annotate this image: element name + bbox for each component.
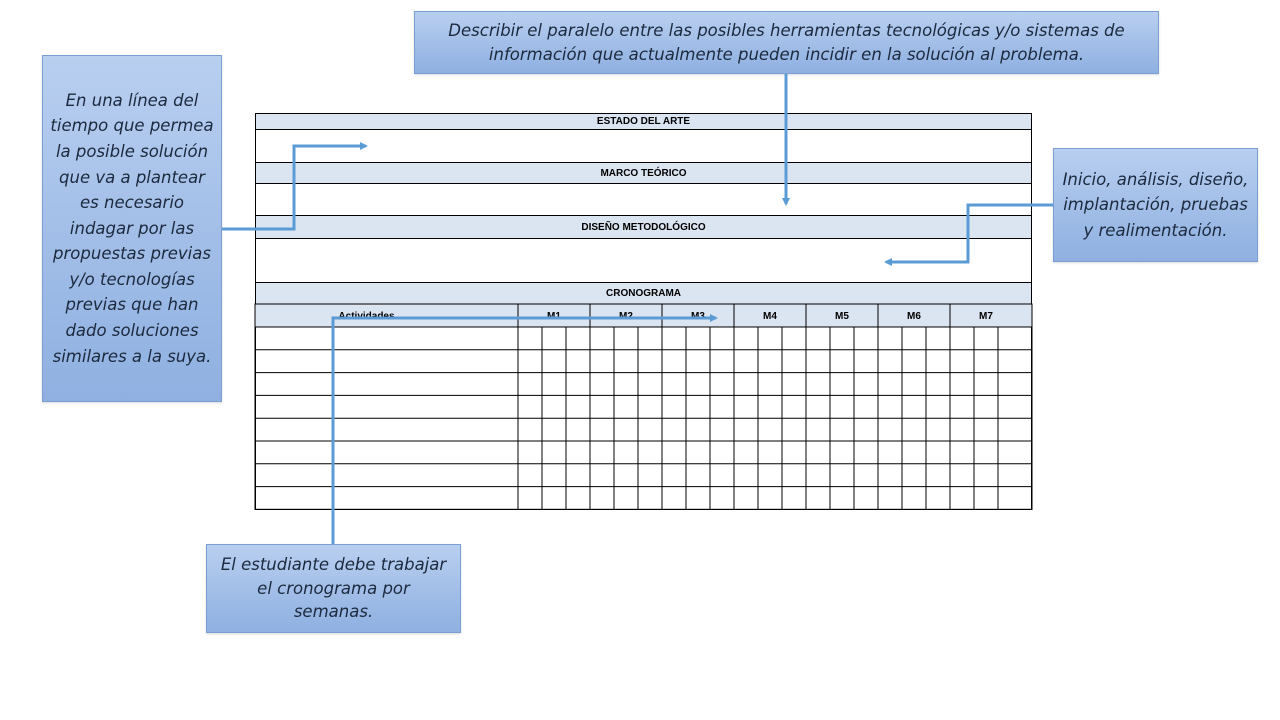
callout-methodology-note bbox=[1053, 148, 1258, 262]
schedule-month-header-m3: M3 bbox=[691, 311, 705, 322]
callout-schedule-note bbox=[206, 544, 461, 633]
callout-timeline-note bbox=[42, 55, 222, 402]
schedule-month-header-m4: M4 bbox=[763, 311, 777, 322]
schedule-border bbox=[255, 304, 1032, 509]
schedule-activities-header: Actividades bbox=[338, 311, 395, 322]
project-form bbox=[255, 113, 1032, 510]
schedule-month-header-m7: M7 bbox=[979, 311, 993, 322]
section-header-marco-teorico: MARCO TEÓRICO bbox=[256, 163, 1031, 184]
callout-estado-del-arte-note bbox=[414, 11, 1159, 74]
schedule-month-header-m1: M1 bbox=[547, 311, 561, 322]
callout-top-text: Describir el paralelo entre las posibles herramientas tecnológicas y/o sistemas de información que actualmente pueden incidir en la solución al problema. bbox=[448, 20, 1125, 64]
section-body-estado-del-arte[interactable] bbox=[256, 130, 1031, 163]
section-body-marco-teorico[interactable] bbox=[256, 184, 1031, 216]
schedule-grid bbox=[255, 304, 1032, 510]
callout-bottom-text: El estudiante debe trabajar el cronograma por semanas. bbox=[220, 554, 447, 622]
section-header-cronograma: CRONOGRAMA bbox=[256, 283, 1031, 305]
schedule-month-header-m6: M6 bbox=[907, 311, 921, 322]
section-header-estado-del-arte: ESTADO DEL ARTE bbox=[256, 114, 1031, 130]
schedule-month-header-m5: M5 bbox=[835, 311, 849, 322]
callout-left-text: En una línea del tiempo que permea la posible solución que va a plantear es necesario indagar por las propuestas previas y/o tecnologías previas que han dado soluciones similares a la suya. bbox=[50, 90, 214, 366]
callout-right-text: Inicio, análisis, diseño, implantación, pruebas y realimentación. bbox=[1062, 169, 1249, 240]
schedule-month-header-m2: M2 bbox=[619, 311, 633, 322]
section-body-diseno-metodologico[interactable] bbox=[256, 239, 1031, 283]
section-header-diseno-metodologico: DISEÑO METODOLÓGICO bbox=[256, 216, 1031, 239]
